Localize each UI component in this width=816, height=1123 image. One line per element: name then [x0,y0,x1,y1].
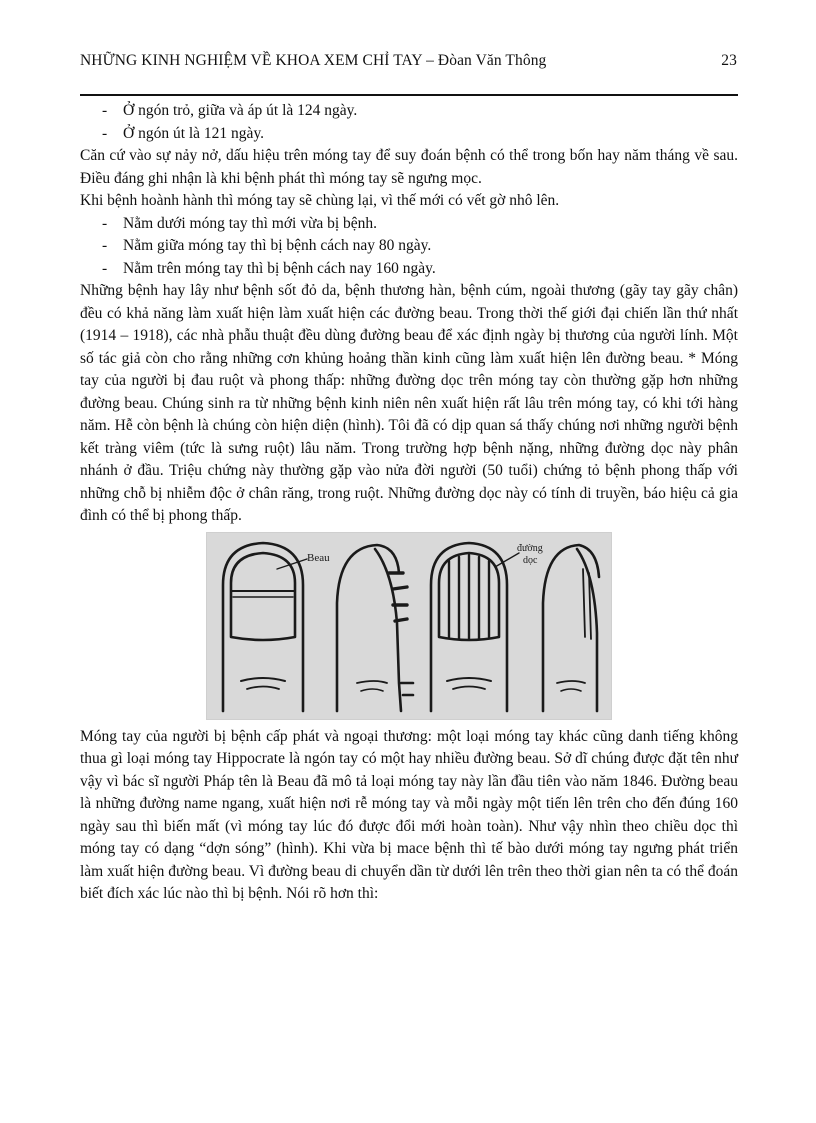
bullet-list-position [80,213,738,281]
list-item: - Nằm giữa móng tay thì bị bệnh cách nay 80 ngày. [102,237,432,254]
page-header [80,52,737,70]
list-item: - Ở ngón út là 121 ngày. [102,124,265,142]
label-doc: dọc [523,554,538,566]
list-item: - Ở ngón trỏ, giữa và áp út là 124 ngày. [102,102,358,119]
figure-container [80,532,738,720]
paragraph: Khi bệnh hoành hành thì móng tay sẽ chùng lại, vì thế mới có vết gờ nhô lên. [80,192,560,209]
page-body [80,100,738,906]
label-duong: đường [517,542,543,554]
paragraph: Móng tay của người bị bệnh cấp phát và ngoại thương: một loại móng tay khác cũng danh tiếng không thua gì loại móng tay Hippocrate là ngón tay có một hay nhiều đường beau. Sở dĩ chúng được đặt tên như vậy vì bác sĩ người Pháp tên là Beau đã mô tả loại móng tay này lần đầu tiên vào năm 1846. Đường beau là những đường name ngang, xuất hiện nơi rễ móng tay và mỗi ngày một tiến lên trên cho đến đúng 160 ngày sau thì biến mất (vì móng tay lúc đó được đổi mới hoàn toàn). Như vậy nhìn theo chiều dọc thì móng tay có dạng “dợn sóng” (hình). Khi vừa bị mace bệnh thì tế bào dưới móng tay ngưng phát triển làm xuất hiện đường beau. Vì đường beau di chuyển dần từ dưới lên trên theo thời gian nên ta có thể đoán biết đích xác lúc nào thì bị bệnh. Nói rõ hơn thì: [80,727,738,902]
finger-front-ridges [431,543,543,711]
label-beau: Beau [307,551,330,564]
paragraph: Căn cứ vào sự nảy nở, dấu hiệu trên móng tay để suy đoán bệnh có thể trong bốn hay năm tháng về sau. Điều đáng ghi nhận là khi bệnh phát thì móng tay sẽ ngưng mọc. [80,147,738,187]
list-item: - Nằm trên móng tay thì bị bệnh cách nay 160 ngày. [102,259,436,277]
finger-front-beau [223,543,330,711]
list-item: - Nằm dưới móng tay thì mới vừa bị bệnh. [102,214,378,232]
finger-side-ridges [543,545,599,711]
page-number: 23 [721,52,737,69]
bullet-list-days [80,100,738,145]
header-rule [80,94,738,96]
finger-side-wavy [337,545,413,711]
running-title: NHỮNG KINH NGHIỆM VỀ KHOA XEM CHỈ TAY – Đòan Văn Thông [80,52,547,69]
paragraph: Những bệnh hay lây như bệnh sốt đỏ da, bệnh thương hàn, bệnh cúm, ngoài thương (gãy tay gãy chân) đều có khả năng làm xuất hiện làm xuất hiện các đường beau. Trong thời thế giới đại chiến lần thứ nhất (1914 – 1918), các nhà phẫu thuật đều dùng đường beau để xác định ngày bị thương của người lính. Một số tác giả còn cho rằng những cơn khủng hoảng thần kinh cũng làm xuất hiện lên đường beau. * Móng tay của người bị đau ruột và phong thấp: những đường dọc trên móng tay còn thường gặp hơn những đường beau. Chúng sinh ra từ những bệnh kinh niên nên xuất hiện rất lâu trên móng tay, có khi tới hàng năm. Hễ còn bệnh là chúng còn hiện diện (hình). Tôi đã có dịp quan sá thấy chúng nơi những người bệnh kết tràng viêm (tức là sưng ruột) lâu năm. Trong trường hợp bệnh nặng, những đường dọc này phân nhánh ở đầu. Triệu chứng này thường gặp vào nửa đời người (50 tuổi) chứng tỏ bệnh phong thấp với những chỗ bị nhiễm độc ở chân răng, trong ruột. Những đường dọc này có tính di truyền, báo hiệu cả gia đình có thể bị phong thấp. [80,282,738,524]
fingernail-illustration [206,532,612,720]
